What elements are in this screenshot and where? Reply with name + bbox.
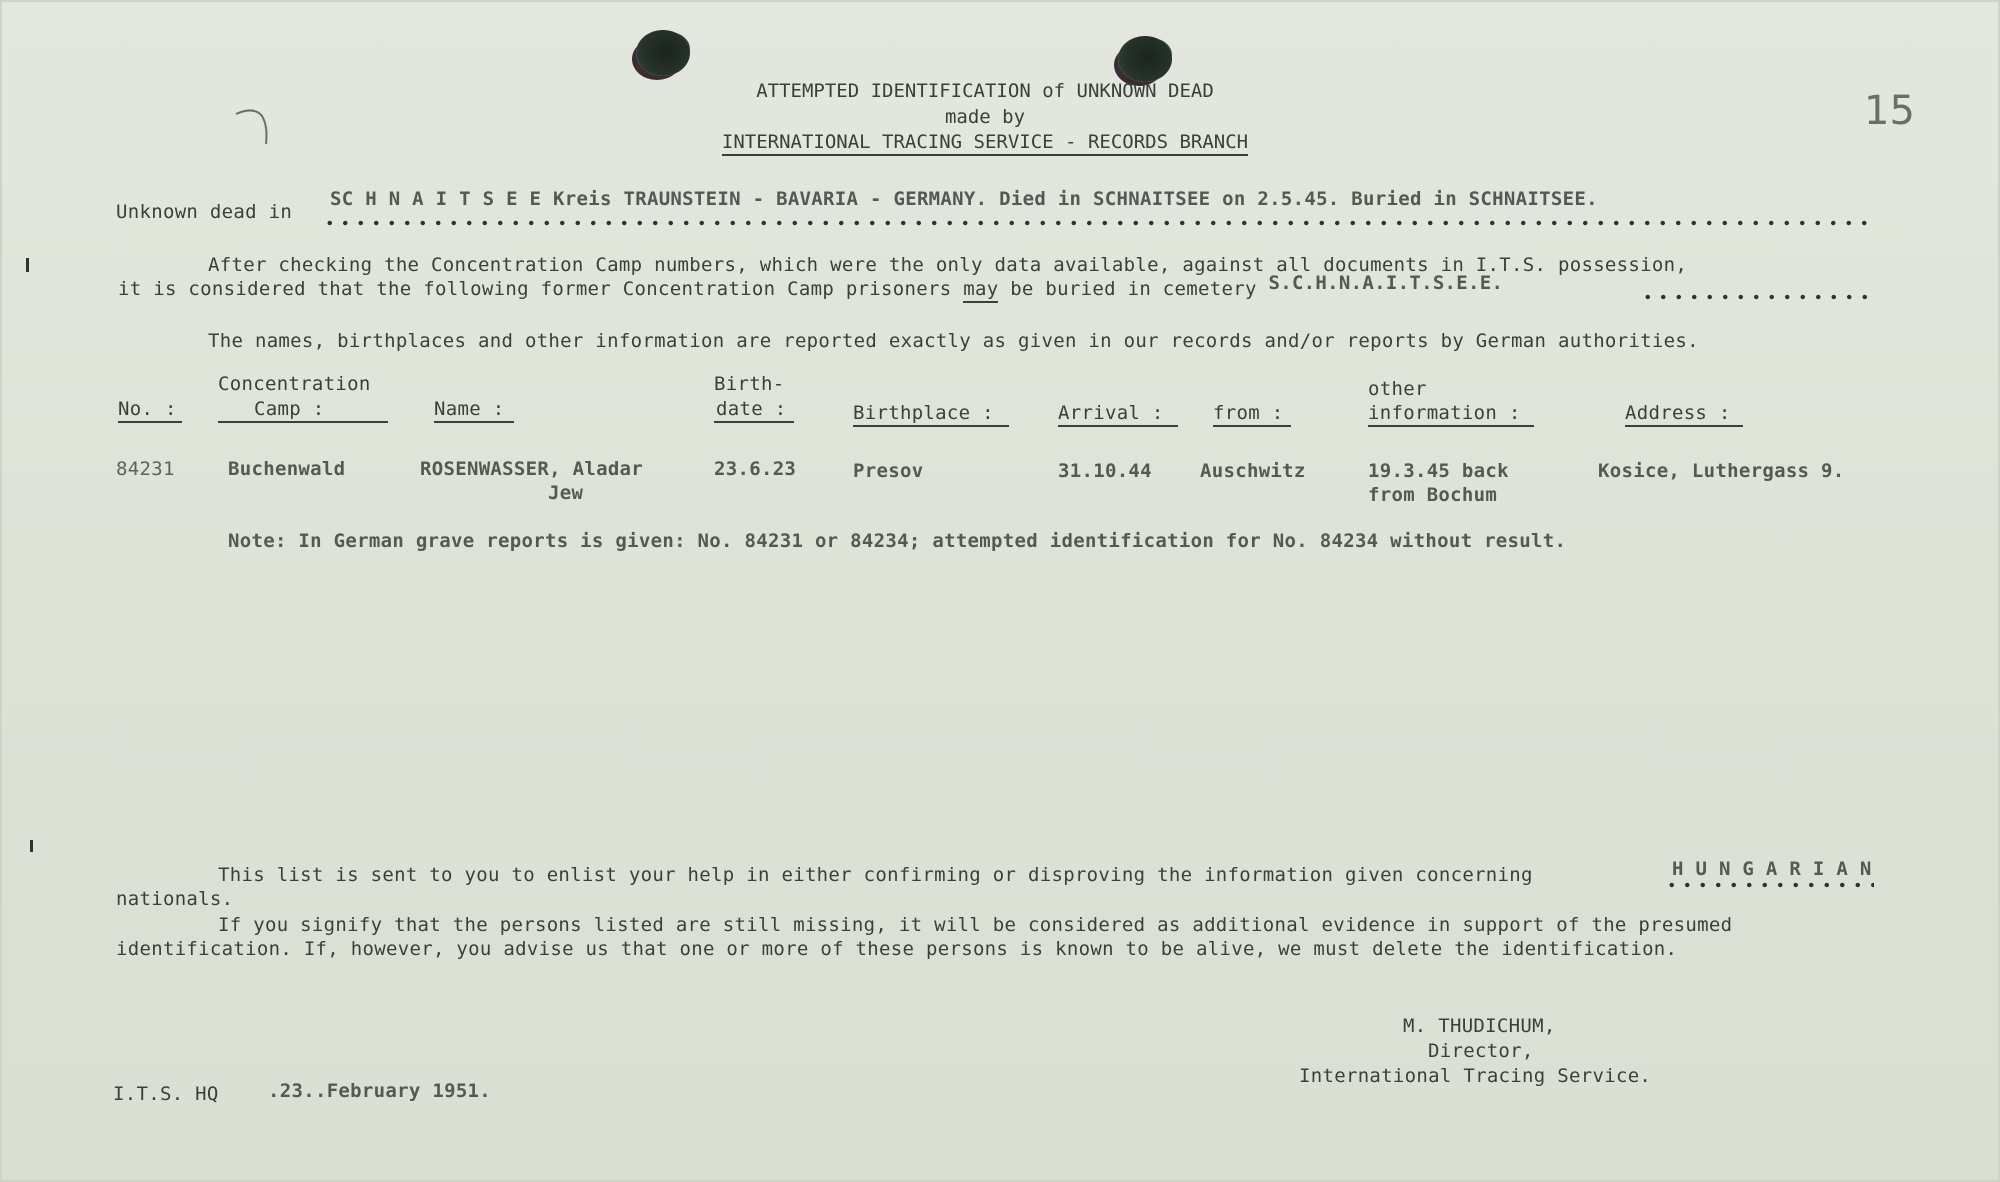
intro-line-2-cemetery-label: be buried in cemetery bbox=[1010, 278, 1257, 300]
place: I.T.S. HQ bbox=[113, 1083, 219, 1105]
header-subtitle: made by bbox=[944, 106, 1026, 128]
footer-p1-line2: nationals. bbox=[116, 888, 234, 910]
cell-arrival: 31.10.44 bbox=[1058, 460, 1152, 482]
header-other-top: other bbox=[1368, 378, 1427, 400]
underline-name bbox=[434, 421, 514, 423]
underline-no bbox=[118, 421, 182, 423]
intro-may: may bbox=[963, 278, 998, 303]
underline-birthdate bbox=[714, 421, 794, 423]
punch-hole-left bbox=[636, 30, 690, 76]
header-title: ATTEMPTED IDENTIFICATION of UNKNOWN DEAD bbox=[756, 80, 1214, 102]
signature-name: M. THUDICHUM, bbox=[1403, 1015, 1556, 1037]
footer-p1-line1: This list is sent to you to enlist your help in either confirming or disproving the information given concerning bbox=[218, 864, 1533, 886]
intro-line-3: The names, birthplaces and other information are reported exactly as given in our records and/or reports by German authorities. bbox=[208, 330, 1699, 352]
header-organization bbox=[635, 131, 1335, 153]
margin-mark bbox=[26, 258, 29, 272]
header-arrival: Arrival : bbox=[1058, 402, 1164, 424]
pencil-mark bbox=[232, 104, 282, 150]
cemetery-name: S.C.H.N.A.I.T.S.E.E. bbox=[1268, 272, 1504, 294]
cell-name: ROSENWASSER, Aladar bbox=[420, 458, 644, 480]
header-camp-top: Concentration bbox=[218, 373, 371, 395]
dotted-line-cemetery bbox=[1640, 294, 1872, 300]
signature-organization: International Tracing Service. bbox=[1299, 1065, 1652, 1087]
cell-name-note: Jew bbox=[548, 482, 584, 504]
date: .23..February 1951. bbox=[268, 1080, 492, 1102]
footer-p2-line2: identification. If, however, you advise us that one or more of these persons is known to be alive, we must delete the identification. bbox=[116, 938, 1678, 960]
intro-line-2-text: it is considered that the following former Concentration Camp prisoners bbox=[118, 278, 952, 300]
underline-camp bbox=[218, 421, 388, 423]
cell-address: Kosice, Luthergass 9. bbox=[1598, 460, 1845, 482]
underline-other bbox=[1368, 425, 1534, 427]
cell-from: Auschwitz bbox=[1200, 460, 1306, 482]
dotted-line-nationality bbox=[1664, 882, 1874, 888]
header-birthplace: Birthplace : bbox=[853, 402, 994, 424]
dotted-line bbox=[322, 220, 1872, 226]
header-organization-text: INTERNATIONAL TRACING SERVICE - RECORDS BRANCH bbox=[722, 131, 1248, 156]
header-camp-bottom: Camp : bbox=[254, 398, 325, 420]
header-birth-top: Birth- bbox=[714, 373, 785, 395]
cell-other-2: from Bochum bbox=[1368, 484, 1498, 506]
header-other-bottom: information : bbox=[1368, 402, 1521, 424]
cell-no: 84231 bbox=[116, 458, 175, 480]
unknown-dead-value: SC H N A I T S E E Kreis TRAUNSTEIN - BAVARIA - GERMANY. Died in SCHNAITSEE on 2.5.45. Buried in SCHNAITSEE. bbox=[330, 188, 1598, 210]
punch-hole-right bbox=[1118, 36, 1172, 82]
margin-mark-lower bbox=[30, 840, 33, 852]
header-from: from : bbox=[1213, 402, 1284, 424]
intro-line-2 bbox=[118, 272, 1504, 300]
table-note: Note: In German grave reports is given: No. 84231 or 84234; attempted identification for No. 84234 without result. bbox=[228, 530, 1567, 552]
header-name: Name : bbox=[434, 398, 505, 420]
underline-from bbox=[1213, 425, 1291, 427]
page-number: 15 bbox=[1864, 88, 1915, 134]
footer-p2-line1: If you signify that the persons listed are still missing, it will be considered as additional evidence in support of the presumed bbox=[218, 914, 1733, 936]
header-no: No. : bbox=[118, 398, 177, 420]
header-birth-bottom: date : bbox=[716, 398, 787, 420]
underline-birthplace bbox=[853, 425, 1009, 427]
cell-camp: Buchenwald bbox=[228, 458, 346, 480]
nationality: H U N G A R I A N bbox=[1672, 858, 1872, 880]
cell-birthplace: Presov bbox=[853, 460, 924, 482]
header-address: Address : bbox=[1625, 402, 1731, 424]
cell-birthdate: 23.6.23 bbox=[714, 458, 797, 480]
underline-address bbox=[1625, 425, 1743, 427]
underline-arrival bbox=[1058, 425, 1178, 427]
cell-other-1: 19.3.45 back bbox=[1368, 460, 1509, 482]
unknown-dead-label: Unknown dead in bbox=[116, 201, 293, 223]
signature-title: Director, bbox=[1428, 1040, 1534, 1062]
intro-line-1: After checking the Concentration Camp numbers, which were the only data available, against all documents in I.T.S. possession, bbox=[208, 254, 1688, 276]
